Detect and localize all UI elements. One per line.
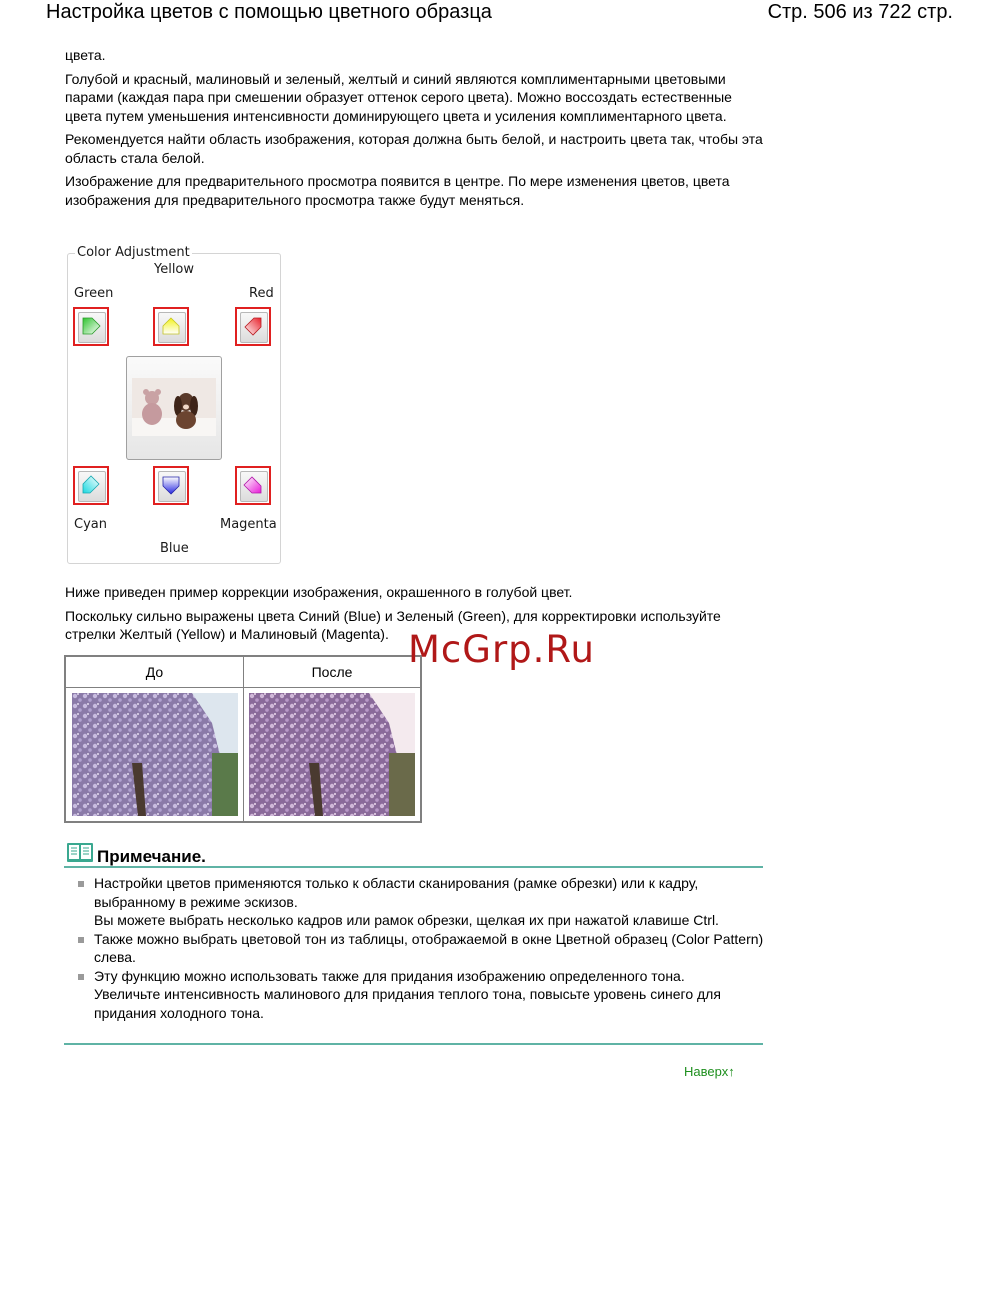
note-item-1-line-2: Вы можете выбрать несколько кадров или рамок обрезки, щелкая их при нажатой клавише Ctrl. (94, 912, 719, 928)
arrow-green-icon (80, 315, 102, 337)
blue-arrow-button[interactable] (153, 466, 189, 505)
label-magenta: Magenta (220, 517, 277, 532)
note-item (76, 874, 766, 930)
before-photo-wisteria (72, 693, 238, 816)
example-paragraph-1: Ниже приведен пример коррекции изображения, окрашенного в голубой цвет. (65, 584, 573, 600)
before-after-table (64, 655, 422, 823)
color-adjustment-legend: Color Adjustment (77, 245, 190, 260)
after-photo-wisteria (249, 693, 415, 816)
watermark: McGrp.Ru (408, 628, 595, 671)
note-heading (66, 842, 206, 869)
label-blue: Blue (160, 541, 189, 556)
intro-text (65, 46, 765, 214)
after-header: После (311, 664, 353, 680)
intro-paragraph-1: Голубой и красный, малиновый и зеленый, желтый и синий являются комплиментарными цветовыми парами (каждая пара при смешении образует оттенок серого цвета). Можно воссоздать естественные цвета путем уменьшения интенсивности доминирующего цвета и усиления комплиментарного цвета. (65, 70, 732, 124)
arrow-magenta-icon (242, 474, 264, 496)
note-divider-bottom (64, 1043, 763, 1045)
color-adjustment-panel (67, 245, 281, 564)
note-item (76, 930, 766, 967)
label-green: Green (74, 286, 114, 301)
before-header: До (145, 664, 164, 680)
bullet-icon (78, 881, 84, 887)
example-paragraph-2: Поскольку сильно выражены цвета Синий (Blue) и Зеленый (Green), для корректировки используйте стрелки Желтый (Yellow) и Малиновый (Magenta). (65, 607, 721, 642)
bullet-icon (78, 974, 84, 980)
note-item-2-line-1: Также можно выбрать цветовой тон из таблицы, отображаемой в окне Цветной образец (Color Pattern) слева. (94, 930, 764, 965)
label-yellow: Yellow (154, 262, 195, 277)
page-title: Настройка цветов с помощью цветного образца (46, 1, 492, 23)
label-red: Red (249, 286, 274, 301)
intro-paragraph-3: Изображение для предварительного просмотра появится в центре. По мере изменения цветов, цвета изображения для предварительного просмотра также будут меняться. (65, 173, 730, 208)
arrow-cyan-icon (80, 474, 102, 496)
green-arrow-button[interactable] (73, 307, 109, 346)
book-icon (66, 842, 94, 864)
note-item-3-line-2: Увеличьте интенсивность малинового для придания теплого тона, повысьте уровень синего для придания холодного тона. (94, 986, 721, 1021)
note-divider-top (64, 866, 763, 868)
page-counter: Стр. 506 из 722 стр. (767, 1, 953, 23)
intro-paragraph-0: цвета. (65, 47, 106, 63)
note-title: Примечание. (97, 847, 206, 866)
note-item-3-line-1: Эту функцию можно использовать также для придания изображению определенного тона. (94, 967, 685, 984)
arrow-blue-icon (160, 474, 182, 496)
bullet-icon (78, 937, 84, 943)
preview-image-frame (126, 356, 222, 460)
back-to-top-link[interactable]: Наверх↑ (684, 1064, 735, 1079)
yellow-arrow-button[interactable] (153, 307, 189, 346)
note-item (76, 967, 766, 1023)
intro-paragraph-2: Рекомендуется найти область изображения, которая должна быть белой, и настроить цвета так, чтобы эта область стала белой. (65, 131, 763, 166)
arrow-yellow-icon (160, 315, 182, 337)
arrow-red-icon (242, 315, 264, 337)
note-item-1-line-1: Настройки цветов применяются только к области сканирования (рамке обрезки) или к кадру, выбранному в режиме эскизов. (94, 875, 699, 910)
label-cyan: Cyan (74, 517, 107, 532)
note-list (76, 874, 766, 1022)
preview-photo-teddy-and-dog (132, 378, 216, 436)
red-arrow-button[interactable] (235, 307, 271, 346)
magenta-arrow-button[interactable] (235, 466, 271, 505)
cyan-arrow-button[interactable] (73, 466, 109, 505)
